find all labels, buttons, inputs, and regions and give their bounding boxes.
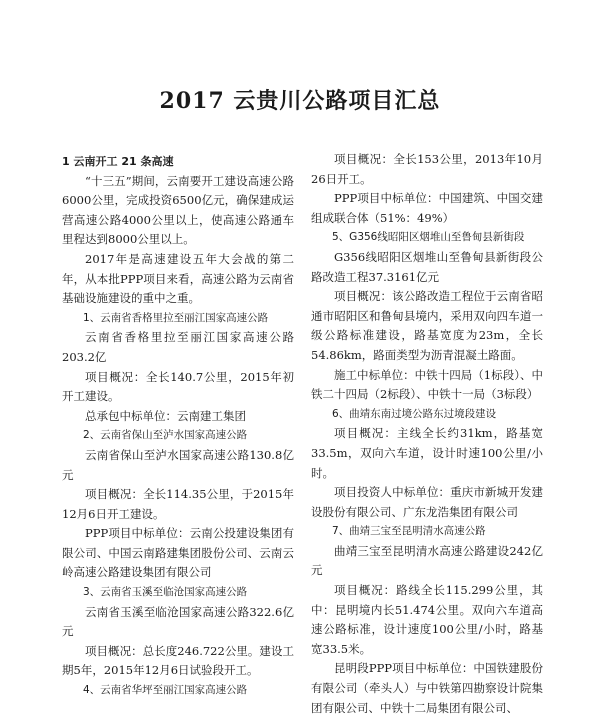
paragraph: 项目概况：总长度246.722公里。建设工期5年，2015年12月6日试验段开工。: [62, 643, 294, 678]
paragraph: 项目概况：路线全长115.299公里，其中：昆明境内长51.474公里。双向六车道高速公路标准，设计速度100公里/小时，路基宽33.5米。: [311, 583, 543, 656]
paragraph: 项目投资人中标单位：重庆市新城开发建设股份有限公司、广东龙浩集团有限公司: [311, 485, 543, 519]
subsection-heading: 1、云南省香格里拉至丽江国家高速公路: [83, 311, 269, 324]
paragraph: G356线昭阳区烟堆山至鲁甸县新街段公路改造工程37.3161亿元: [311, 249, 543, 284]
paragraph: PPP项目中标单位：中国建筑、中国交建组成联合体（51%：49%）: [311, 191, 543, 225]
subsection-heading: 4、云南省华坪至丽江国家高速公路: [83, 684, 248, 697]
paragraph: 云南省保山至泸水国家高速公路130.8亿元: [62, 447, 294, 482]
paragraph: “十三五”期间，云南要开工建设高速公路6000公里，完成投资6500亿元，确保建成运营高速公路4000公里以上，使高速公路通车里程达到8000公里以上。: [62, 173, 294, 247]
paragraph: 云南省玉溪至临沧国家高速公路322.6亿元: [62, 604, 294, 639]
paragraph: 云南省香格里拉至丽江国家高速公路203.2亿: [62, 330, 294, 364]
section-heading: 1 云南开工 21 条高速: [62, 155, 174, 168]
subsection-heading: 7、曲靖三宝至昆明清水高速公路: [332, 525, 486, 538]
subsection-heading: 6、曲靖东南过境公路东过境段建设: [332, 407, 497, 420]
left-column: [62, 152, 294, 701]
paragraph: 2017年是高速建设五年大会战的第二年，从本批PPP项目来看，高速公路为云南省基础设施建设的重中之重。: [62, 251, 294, 306]
subsection-heading: 2、云南省保山至泸水国家高速公路: [83, 429, 248, 442]
subsection-heading: 5、G356线昭阳区烟堆山至鲁甸县新街段: [332, 231, 525, 244]
paragraph: 项目概况：该公路改造工程位于云南省昭通市昭阳区和鲁甸县境内，采用双向四车道一级公路标准建设，路基宽度为23m，全长54.86km，路面类型为沥青混凝土路面。: [311, 289, 543, 362]
paragraph: 项目概况：全长140.7公里，2015年初开工建设。: [62, 369, 294, 404]
paragraph: 施工中标单位：中铁十四局（1标段）、中铁二十四局（2标段）、中铁十一局（3标段）: [311, 367, 543, 402]
paragraph: 总承包中标单位：云南建工集团: [85, 408, 246, 423]
paragraph: PPP项目中标单位：云南公投建设集团有限公司、中国云南路建集团股份公司、云南云岭高速公路建设集团有限公司: [62, 526, 294, 580]
paragraph: 曲靖三宝至昆明清水高速公路建设242亿元: [311, 543, 543, 578]
paragraph: 项目概况：全长114.35公里，于2015年12月6日开工建设。: [62, 487, 294, 521]
paragraph: 项目概况：全长153公里，2013年10月26日开工。: [311, 152, 543, 186]
paragraph: 昆明段PPP项目中标单位：中国铁建股份有限公司（牵头人）与中铁第四勘察设计院集团有限公司、中铁十二局集团有限公司、: [311, 661, 543, 715]
subsection-heading: 3、云南省玉溪至临沧国家高速公路: [83, 586, 248, 599]
right-column: [311, 150, 543, 718]
page-title: 2017 云贵川公路项目汇总: [159, 88, 441, 114]
paragraph: 项目概况：主线全长约31km，路基宽33.5m，双向六车道，设计时速100公里/小时。: [311, 426, 543, 480]
